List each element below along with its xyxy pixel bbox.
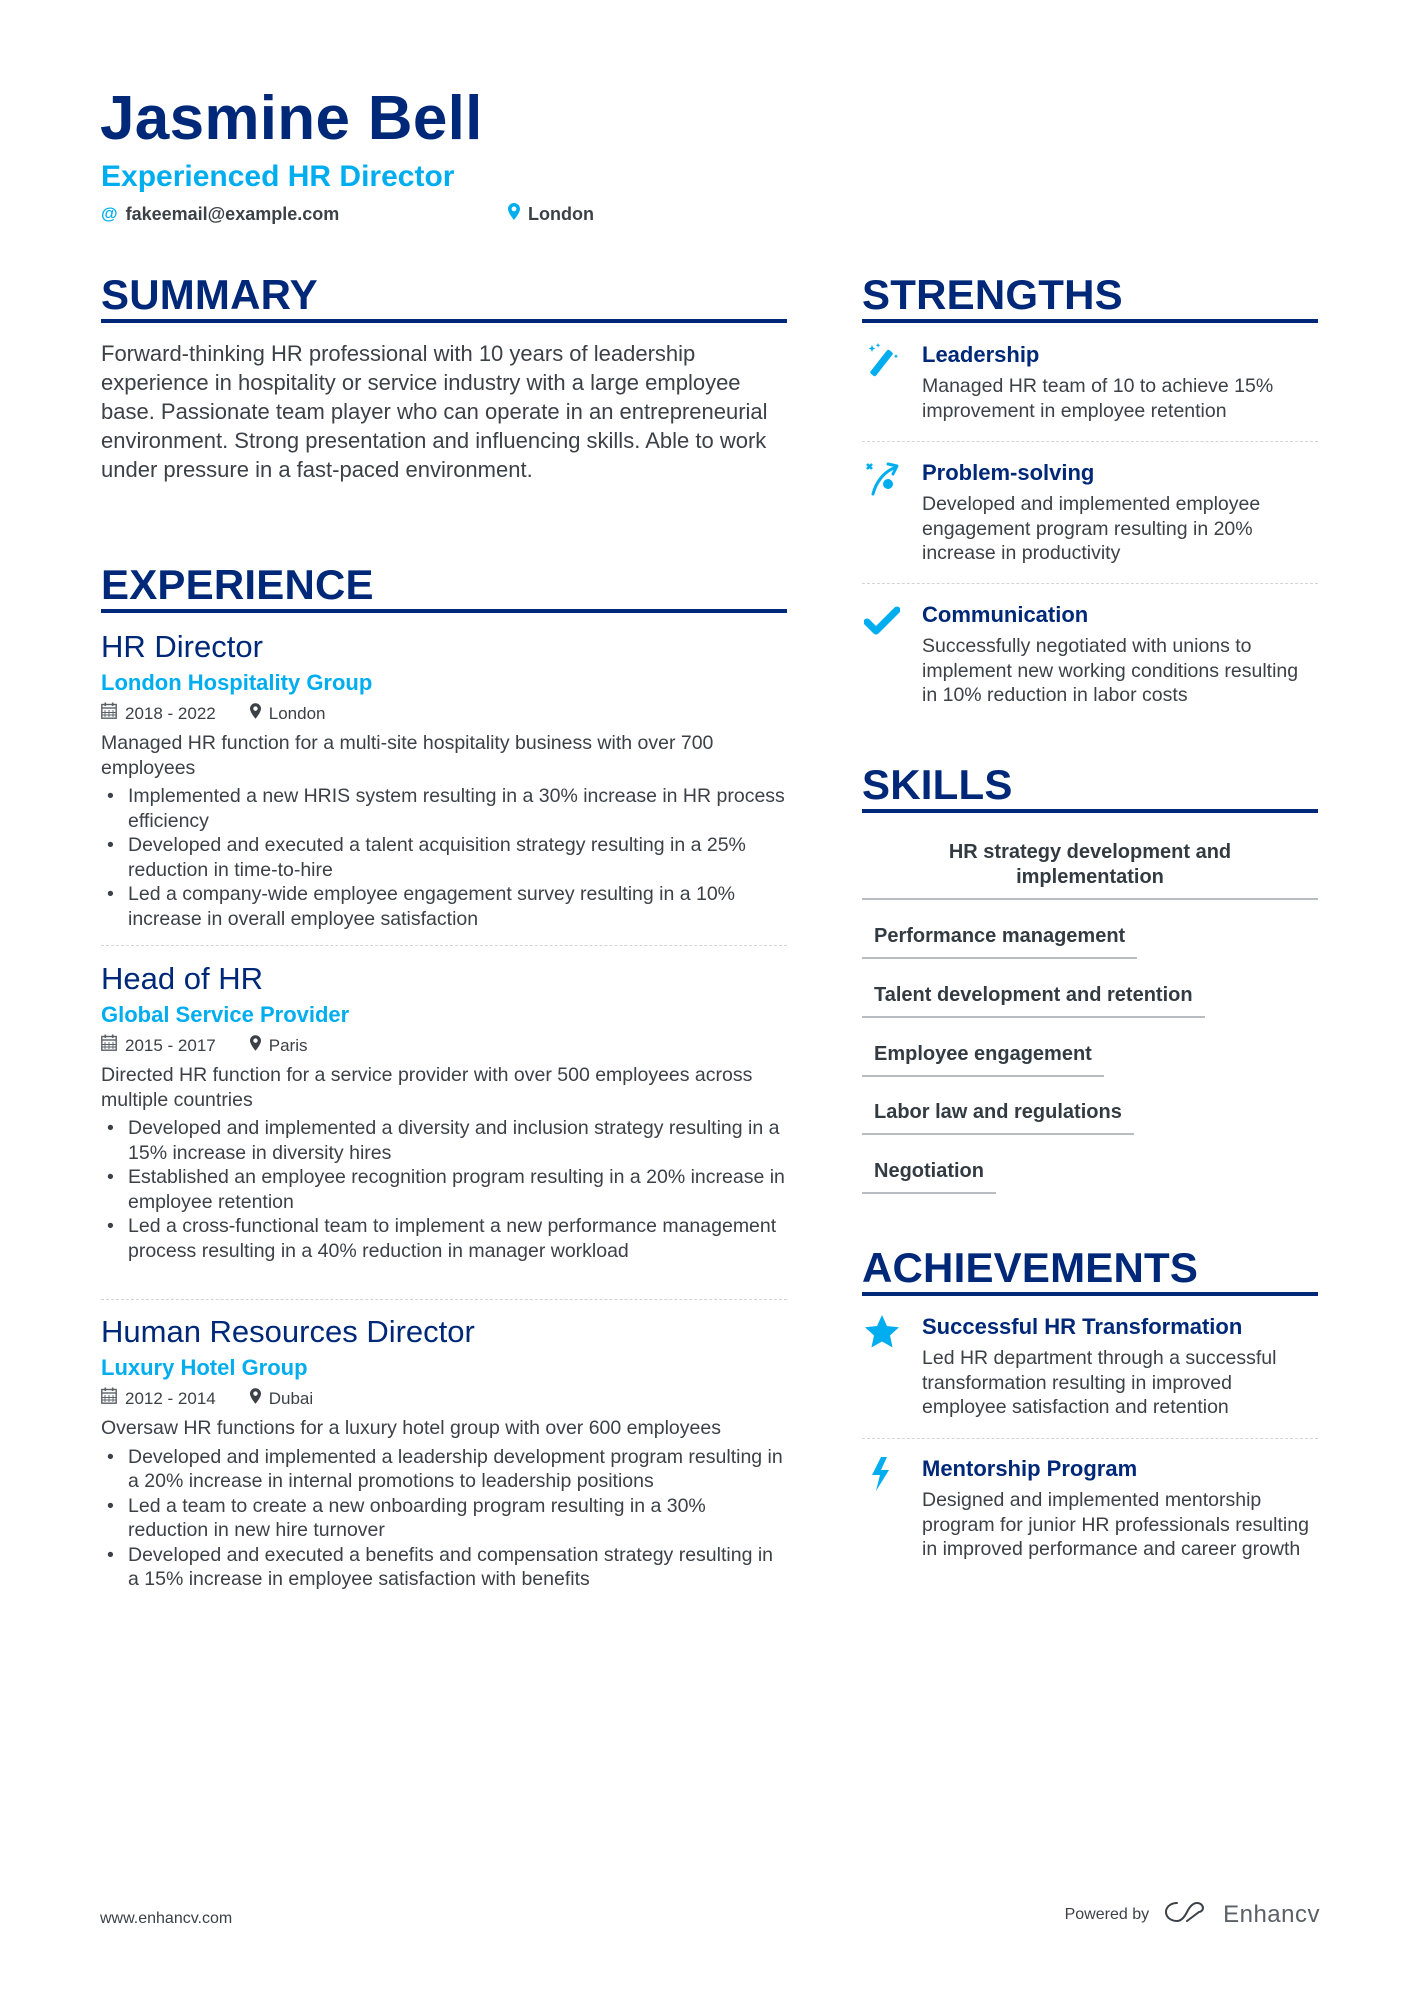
skill-tag: Employee engagement <box>862 1042 1104 1077</box>
strategy-icon <box>864 460 900 496</box>
location-pin-icon <box>250 1386 261 1412</box>
achievements-rule <box>862 1292 1318 1296</box>
job-entry <box>101 960 787 1263</box>
summary-rule <box>101 319 787 323</box>
job-title: Human Resources Director <box>101 1314 475 1349</box>
location-pin-icon <box>250 701 261 727</box>
job-dates: 2012 - 2014 <box>125 1389 216 1408</box>
strength-item <box>862 458 1318 566</box>
skill-tag: Performance management <box>862 924 1137 959</box>
job-bullet: • Developed and executed a benefits and compensation strategy resulting in a 15% increase in employee satisfaction with benefits <box>101 1543 787 1592</box>
strength-item <box>862 340 1318 423</box>
website-link[interactable]: www.enhancv.com <box>100 1910 233 1927</box>
magic-wand-icon <box>864 342 900 378</box>
achievement-description: Led HR department through a successful transformation resulting in improved employee satisfaction and retention <box>922 1347 1277 1418</box>
skills-rule <box>862 809 1318 813</box>
job-company: Luxury Hotel Group <box>101 1355 308 1380</box>
skill-tag: Labor law and regulations <box>862 1100 1134 1135</box>
job-bullet: • Developed and implemented a diversity and inclusion strategy resulting in a 15% increase in diversity hires <box>101 1116 787 1165</box>
calendar-icon <box>101 1033 117 1059</box>
job-location: Dubai <box>268 1389 314 1408</box>
calendar-icon <box>101 1386 117 1412</box>
job-bullet: • Led a company-wide employee engagement survey resulting in a 10% increase in overall employee satisfaction <box>101 882 787 931</box>
skill-tag: Negotiation <box>862 1159 996 1194</box>
strength-description: Managed HR team of 10 to achieve 15% improvement in employee retention <box>922 375 1274 422</box>
enhancv-logo-icon <box>1163 1900 1209 1929</box>
skill-tag: HR strategy development and implementation <box>862 840 1318 900</box>
job-entry <box>101 628 787 931</box>
job-title: HR Director <box>101 629 263 664</box>
checkmark-icon <box>864 602 900 638</box>
job-bullet: • Led a cross-functional team to implement a new performance management process resulting in a 40% reduction in manager workload <box>101 1214 787 1263</box>
job-bullet: • Established an employee recognition program resulting in a 20% increase in employee retention <box>101 1165 787 1214</box>
divider <box>862 1438 1318 1439</box>
job-bullet: • Led a team to create a new onboarding program resulting in a 30% reduction in new hire turnover <box>101 1494 787 1543</box>
job-entry <box>101 1313 787 1592</box>
strength-title: Leadership <box>922 342 1040 367</box>
calendar-icon <box>101 701 117 727</box>
divider <box>862 583 1318 584</box>
powered-by-label: Powered by <box>1064 1905 1150 1923</box>
strengths-heading: STRENGTHS <box>862 271 1123 318</box>
experience-heading: EXPERIENCE <box>101 561 374 608</box>
job-company: Global Service Provider <box>101 1002 350 1027</box>
job-location: London <box>268 704 326 723</box>
divider <box>101 1299 787 1300</box>
location-pin-icon <box>508 202 520 226</box>
strength-description: Successfully negotiated with unions to implement new working conditions resulting in 10% reduction in labor costs <box>922 635 1299 706</box>
star-icon <box>864 1314 900 1350</box>
strength-description: Developed and implemented employee engagement program resulting in 20% increase in productivity <box>922 493 1261 564</box>
job-dates: 2015 - 2017 <box>125 1036 216 1055</box>
strength-item <box>862 600 1318 708</box>
job-bullet: • Implemented a new HRIS system resulting in a 30% increase in HR process efficiency <box>101 784 787 833</box>
strength-title: Problem-solving <box>922 460 1095 485</box>
lightning-icon <box>864 1456 900 1492</box>
job-description: Directed HR function for a service provider with over 500 employees across multiple countries <box>101 1064 753 1111</box>
divider <box>101 945 787 946</box>
job-description: Managed HR function for a multi-site hospitality business with over 700 employees <box>101 732 714 779</box>
job-bullet: • Developed and executed a talent acquisition strategy resulting in a 25% reduction in time-to-hire <box>101 833 787 882</box>
brand-name: Enhancv <box>1223 1900 1320 1928</box>
at-icon: @ <box>101 204 118 223</box>
location-pin-icon <box>250 1033 261 1059</box>
summary-heading: SUMMARY <box>101 271 318 318</box>
job-title: Head of HR <box>101 961 263 996</box>
strengths-rule <box>862 319 1318 323</box>
location-text: London <box>528 204 594 224</box>
contact-email[interactable] <box>101 202 339 226</box>
achievements-heading: ACHIEVEMENTS <box>862 1244 1199 1291</box>
job-dates: 2018 - 2022 <box>125 704 216 723</box>
achievement-item <box>862 1454 1318 1562</box>
strength-title: Communication <box>922 602 1089 627</box>
achievement-title: Mentorship Program <box>922 1456 1138 1481</box>
email-text: fakeemail@example.com <box>125 204 340 224</box>
divider <box>862 441 1318 442</box>
skills-heading: SKILLS <box>862 761 1013 808</box>
achievement-item <box>862 1312 1318 1420</box>
powered-by[interactable] <box>1065 1900 1320 1929</box>
skill-tag: Talent development and retention <box>862 983 1205 1018</box>
job-description: Oversaw HR functions for a luxury hotel group with over 600 employees <box>101 1417 721 1439</box>
achievement-description: Designed and implemented mentorship program for junior HR professionals resulting in improved performance and career growth <box>922 1489 1309 1560</box>
achievement-title: Successful HR Transformation <box>922 1314 1243 1339</box>
contact-location <box>508 202 594 226</box>
candidate-title: Experienced HR Director <box>101 160 455 193</box>
candidate-name: Jasmine Bell <box>100 84 483 153</box>
job-location: Paris <box>268 1036 308 1055</box>
experience-rule <box>101 609 787 613</box>
job-company: London Hospitality Group <box>101 670 373 695</box>
job-bullet: • Developed and implemented a leadership development program resulting in a 20% increase in internal promotions to leadership positions <box>101 1445 787 1494</box>
summary-text: Forward-thinking HR professional with 10 years of leadership experience in hospitality or service industry with a large employee base. Passionate team player who can operate in an entrepreneurial environment. Strong presentation and influencing skills. Able to work under pressure in a fast-paced environment. <box>101 341 768 482</box>
